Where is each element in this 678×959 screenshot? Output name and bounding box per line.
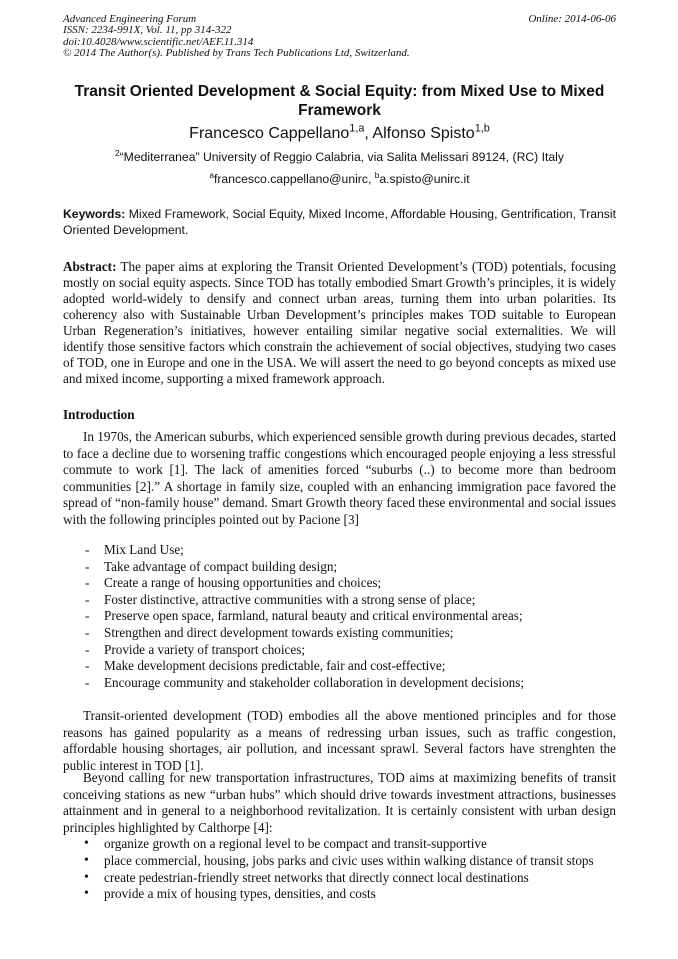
online-date: Online: 2014-06-06 xyxy=(528,13,616,25)
email-link[interactable]: a.spisto@unirc.it xyxy=(379,172,470,186)
abstract-label: Abstract: xyxy=(63,259,117,274)
list-item: - Make development decisions predictable, fair and cost-effective; xyxy=(85,658,605,675)
doi-line: doi:10.4028/www.scientific.net/AEF.11.314 xyxy=(63,35,254,48)
keywords-text: Mixed Framework, Social Equity, Mixed Income, Affordable Housing, Gentrification, Transit Oriented Development. xyxy=(63,207,616,237)
email-separator: , xyxy=(367,172,375,186)
smart-growth-principles-list xyxy=(85,542,605,691)
author-emails xyxy=(63,169,616,187)
author-name: Francesco Cappellano xyxy=(189,125,350,142)
affiliation-sup: 2 xyxy=(115,147,120,158)
journal-name: Advanced Engineering Forum xyxy=(63,13,197,25)
affiliation xyxy=(63,147,616,165)
copyright-line: © 2014 The Author(s). Published by Trans Tech Publications Ltd, Switzerland. xyxy=(63,46,410,59)
journal-header xyxy=(63,14,616,59)
list-item: - Encourage community and stakeholder collaboration in development decisions; xyxy=(85,675,605,692)
list-item: - Foster distinctive, attractive communities with a strong sense of place; xyxy=(85,592,605,609)
email-sup: a xyxy=(209,169,214,180)
abstract xyxy=(63,259,616,387)
author-affil-sup: 1,b xyxy=(474,122,490,135)
keywords-label: Keywords: xyxy=(63,207,126,221)
issn-line: ISSN: 2234-991X, Vol. 11, pp 314-322 xyxy=(63,24,232,37)
list-item: - Create a range of housing opportunities and choices; xyxy=(85,575,605,592)
paper-title: Transit Oriented Development & Social Equity: from Mixed Use to Mixed Framework xyxy=(74,83,605,119)
author-affil-sup: 1,a xyxy=(349,122,365,135)
list-item: - Provide a variety of transport choices; xyxy=(85,642,605,659)
list-item: • organize growth on a regional level to be compact and transit-supportive xyxy=(84,836,624,853)
section-heading-introduction: Introduction xyxy=(63,407,135,422)
list-item: - Mix Land Use; xyxy=(85,542,605,559)
tod-paragraph: Transit-oriented development (TOD) embodies all the above mentioned principles and for those reasons has gained popularity as a means of redressing urban issues, such as traffic congestion, affordable housing shortages, air pollution, and incessant sprawl. Several factors have strenghten the public interest in TOD [1]. xyxy=(63,708,616,773)
keywords xyxy=(63,207,616,238)
abstract-text: The paper aims at exploring the Transit Oriented Development’s (TOD) potentials, focusing mostly on social equity aspects. Since TOD has totally embodied Smart Growth’s principles, it is widely adopted world-widely to densify and connect urban areas, turning them into urban polarities. Its coherency also with Sustainable Urban Development’s principles makes TOD suitable to European Urban Regeneration’s initiatives, however entailing similar negative social externalities. We will identify those sensitive factors which constrain the achievement of social objectives, studying two cases of TOD, one in Europe and one in the USA. We will assert the need to go beyond concepts as mixed use and mixed income, supporting a mixed framework approach. xyxy=(63,259,616,386)
list-item: • place commercial, housing, jobs parks and civic uses within walking distance of transit stops xyxy=(84,853,624,870)
list-item: • create pedestrian-friendly street networks that directly connect local destinations xyxy=(84,870,624,887)
affiliation-text: “Mediterranea” University of Reggio Calabria, via Salita Melissari 89124, (RC) Italy xyxy=(119,150,564,164)
email-link[interactable]: francesco.cappellano@unirc xyxy=(213,172,368,186)
author-list xyxy=(63,122,616,143)
intro-paragraph: In 1970s, the American suburbs, which experienced sensible growth during previous decades, started to face a decline due to worsening traffic congestions which encouraged people enjoying a less stressful commute to work [1]. The lack of amenities forced “suburbs (..) to become more than bedroom communities [2].” A shortage in family size, coupled with an enhancing immigration pace favored the spread of “non-family house” demand. Smart Growth theory faced these environmental and social issues with the following principles pointed out by Pacione [3] xyxy=(63,429,616,527)
calthorpe-principles-list xyxy=(84,836,624,903)
list-item: - Preserve open space, farmland, natural beauty and critical environmental areas; xyxy=(85,608,605,625)
author-name: Alfonso Spisto xyxy=(372,125,475,142)
email-sup: b xyxy=(374,169,380,180)
list-item: - Take advantage of compact building design; xyxy=(85,559,605,576)
author-separator: , xyxy=(364,125,373,142)
list-item: - Strengthen and direct development towards existing communities; xyxy=(85,625,605,642)
list-item: • provide a mix of housing types, densities, and costs xyxy=(84,886,624,903)
tod-benefits-paragraph: Beyond calling for new transportation infrastructures, TOD aims at maximizing benefits of transit conceiving stations as new “urban hubs” which should drive towards investment attractions, businesses attainment and in general to a neighborhood revitalization. It is certainly consistent with urban design principles highlighted by Calthorpe [4]: xyxy=(63,770,616,835)
